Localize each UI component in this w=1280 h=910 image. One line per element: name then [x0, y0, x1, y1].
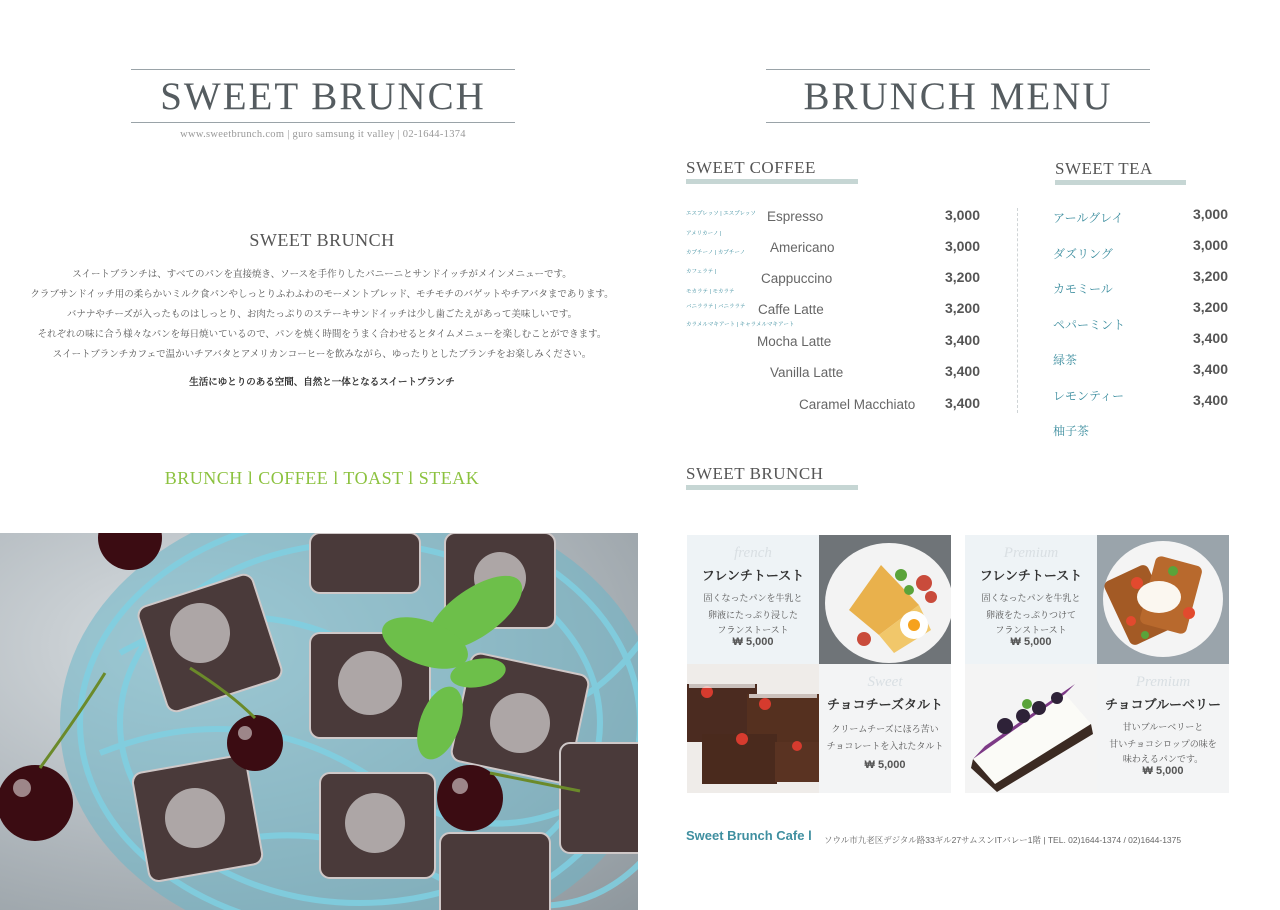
tea-name: ダズリング [1053, 247, 1113, 261]
dish-desc-line: 固くなったパンを牛乳と [981, 593, 1081, 603]
dish-desc-line: 味わえるパンです。 [1122, 754, 1204, 764]
coffee-name: Americano [770, 240, 835, 255]
coffee-name: Espresso [767, 209, 824, 224]
brownie-photo [0, 533, 638, 910]
intro-line: クラブサンドイッチ用の柔らかいミルク食パンやしっとりふわふわのモーメントブレッド、モチモチのバゲットやチアバタまであります。 [30, 289, 614, 300]
dish-description [1097, 719, 1229, 765]
footer-address: ソウル市九老区デジタル路33ギル27サムスンITバレー1階 | TEL. 02)1644-1374 / 02)1644-1375 [824, 835, 1182, 845]
chocolate-tart-photo [687, 664, 819, 793]
dish-desc-line: フランストースト [717, 625, 789, 635]
blueberry-cheesecake-photo [965, 664, 1097, 793]
tea-name: 緑茶 [1053, 353, 1078, 367]
dish-price: ₩ 5,000 [732, 636, 774, 648]
coffee-price: 3,200 [944, 300, 980, 316]
dish-description [687, 590, 819, 636]
dish-script-label: french [734, 545, 772, 561]
intro-text [0, 265, 644, 365]
coffee-name: Caramel Macchiato [799, 397, 916, 412]
coffee-heading-text: SWEET COFFEE [686, 158, 816, 177]
dish-desc-line: クリームチーズにほろ苦い [831, 724, 939, 734]
brunch-section-heading [686, 464, 823, 484]
tea-price: 3,000 [1192, 237, 1228, 253]
dish-desc-line: 甘いチョコシロップの味を [1109, 739, 1217, 749]
coffee-jp-name: モカラテ | モカラテ [686, 289, 735, 295]
dish-desc-line: フランストースト [995, 625, 1067, 635]
dish-card-french-toast [687, 535, 819, 664]
menu-title: BRUNCH MENU [766, 69, 1150, 123]
dish-desc-line: 卵液をたっぷりつけて [985, 610, 1076, 620]
dish-desc-line: 甘いブルーベリーと [1122, 722, 1204, 732]
dish-description [819, 721, 951, 755]
heading-underline [686, 179, 858, 184]
tea-price: 3,200 [1192, 299, 1228, 315]
intro-line: スイートブランチは、すべてのパンを直接焼き、ソースを手作りしたパニーニとサンドイッチがメインメニューです。 [72, 269, 572, 280]
coffee-price: 3,400 [944, 332, 980, 348]
dish-price: ₩ 5,000 [1142, 765, 1184, 777]
coffee-section-heading [686, 158, 816, 178]
brand-title: SWEET BRUNCH [131, 69, 515, 123]
dish-description [965, 590, 1097, 636]
tea-price: 3,400 [1192, 361, 1228, 377]
dish-name: フレンチトースト [701, 568, 805, 583]
tea-name: 柚子茶 [1053, 424, 1090, 438]
coffee-jp-name: アメリカーノ | [686, 231, 722, 237]
dish-desc-line: 固くなったパンを牛乳と [703, 593, 803, 603]
tea-price: 3,200 [1192, 268, 1228, 284]
coffee-price: 3,400 [944, 363, 980, 379]
coffee-name: Caffe Latte [758, 302, 824, 317]
tea-name: カモミール [1053, 282, 1113, 296]
dish-price: ₩ 5,000 [1010, 636, 1052, 648]
coffee-price: 3,400 [944, 395, 980, 411]
footer-brand: Sweet Brunch Cafe l [686, 828, 812, 843]
dish-script-label: Premium [1003, 545, 1059, 561]
dish-card-choco-blueberry [1097, 664, 1229, 793]
coffee-jp-name: カラメルマキアート | キャラメルマキアート [686, 322, 795, 328]
brand-contact: www.sweetbrunch.com | guro samsung it valley | 02-1644-1374 [180, 129, 466, 140]
tea-price: 3,400 [1192, 330, 1228, 346]
coffee-item-espresso [686, 209, 980, 229]
intro-line: それぞれの味に合う様々なパンを毎日焼いているので、パンを焼く時間をうまく合わせるとタイムメニューを楽しむことができます。 [37, 329, 607, 340]
tea-name: レモンティー [1053, 389, 1125, 403]
brunch-heading-text: SWEET BRUNCH [686, 464, 824, 483]
dish-name: チョコブルーベリー [1104, 697, 1222, 712]
heading-underline [686, 485, 858, 490]
menu-divider [1017, 208, 1018, 413]
dish-name: フレンチトースト [979, 568, 1083, 583]
tea-name: ペパーミント [1053, 318, 1126, 332]
dish-script-label: Premium [1135, 674, 1191, 690]
coffee-jp-name: カフェラテ | [686, 269, 717, 275]
dish-card-premium-french-toast [965, 535, 1097, 664]
coffee-name: Mocha Latte [757, 334, 832, 349]
coffee-price: 3,000 [944, 207, 980, 223]
heading-underline [1055, 180, 1186, 185]
dish-script-label: Sweet [867, 674, 903, 690]
coffee-price: 3,000 [944, 238, 980, 254]
tea-price: 3,000 [1192, 206, 1228, 222]
intro-line: バナナやチーズが入ったものはしっとり、お肉たっぷりのステーキサンドイッチは少し歯ごたえがあって美味しいです。 [66, 309, 578, 320]
coffee-jp-name: バニララテ | バニララテ [686, 304, 746, 310]
coffee-name: Vanilla Latte [770, 365, 844, 380]
french-toast-photo [819, 535, 951, 664]
coffee-jp-name: カプチーノ | カプチーノ [686, 250, 746, 256]
dish-desc-line: チョコレートを入れたタルト [826, 741, 944, 751]
coffee-name: Cappuccino [761, 271, 833, 286]
dish-card-choco-cheese-tart [819, 664, 951, 793]
coffee-price: 3,200 [944, 269, 980, 285]
coffee-jp-name: エスプレッソ | エスプレッソ [686, 211, 756, 217]
category-list: BRUNCH l COFFEE l TOAST l STEAK [164, 468, 480, 488]
dish-price: ₩ 5,000 [864, 759, 906, 771]
tea-section-heading [1055, 159, 1153, 179]
dish-name: チョコチーズタルト [827, 697, 943, 712]
tea-name: アールグレイ [1053, 211, 1124, 225]
intro-heading: SWEET BRUNCH [249, 230, 395, 250]
intro-tagline: 生活にゆとりのある空間、自然と一体となるスイートブランチ [189, 377, 455, 388]
tea-heading-text: SWEET TEA [1055, 159, 1153, 178]
tea-price: 3,400 [1192, 392, 1228, 408]
intro-line: スイートブランチカフェで温かいチアバタとアメリカンコーヒーを飲みながら、ゆったりとしたブランチをお楽しみください。 [52, 349, 592, 360]
dish-desc-line: 卵液にたっぷり浸した [707, 610, 798, 620]
waffle-photo [1097, 535, 1229, 664]
